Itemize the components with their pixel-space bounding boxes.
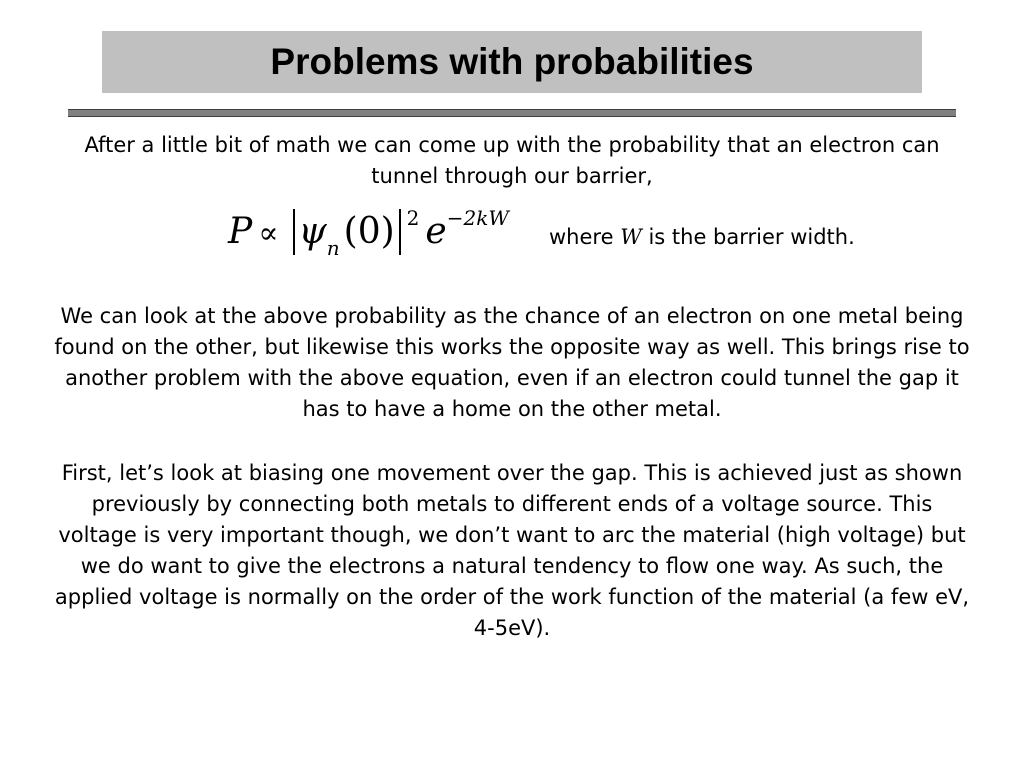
where-note-before: where	[549, 225, 614, 249]
explanation-paragraph: We can look at the above probability as the chance of an electron on one metal being found on the other, but likewise this works the opposite way as well. This brings rise to another problem with the above equation, even if an electron could tunnel the gap it has to have a home on the other metal.	[54, 304, 970, 421]
equation-argument: (0)	[343, 211, 395, 252]
where-note-variable: W	[620, 225, 642, 249]
where-note	[549, 222, 855, 253]
slide-title: Problems with probabilities	[270, 41, 754, 82]
slide-title-banner	[102, 31, 922, 93]
probability-equation	[228, 198, 509, 268]
title-divider	[68, 109, 956, 117]
intro-paragraph: After a little bit of math we can come up with the probability that an electron can tunnel through our barrier,	[84, 133, 940, 188]
equation-abs-power: 2	[406, 206, 420, 230]
biasing-paragraph: First, let’s look at biasing one movement over the gap. This is achieved just as shown previously by connecting both metals to different ends of a voltage source. This voltage is very important though, we don’t want to arc the material (high voltage) but we do want to give the electrons a natural tendency to flow one way. As such, the applied voltage is normally on the order of the work function of the material (a few eV, 4-5eV).	[54, 461, 970, 640]
abs-bar-right	[399, 209, 401, 255]
equation-base: e	[425, 211, 447, 252]
equation-lhs: P	[228, 211, 253, 252]
equation-exponent: −2kW	[446, 206, 509, 230]
proportional-symbol: ∝	[258, 216, 279, 251]
where-note-after: is the barrier width.	[648, 225, 855, 249]
abs-bar-left	[293, 209, 295, 255]
equation-psi: ψ	[298, 211, 327, 252]
equation-psi-subscript: n	[326, 236, 340, 260]
